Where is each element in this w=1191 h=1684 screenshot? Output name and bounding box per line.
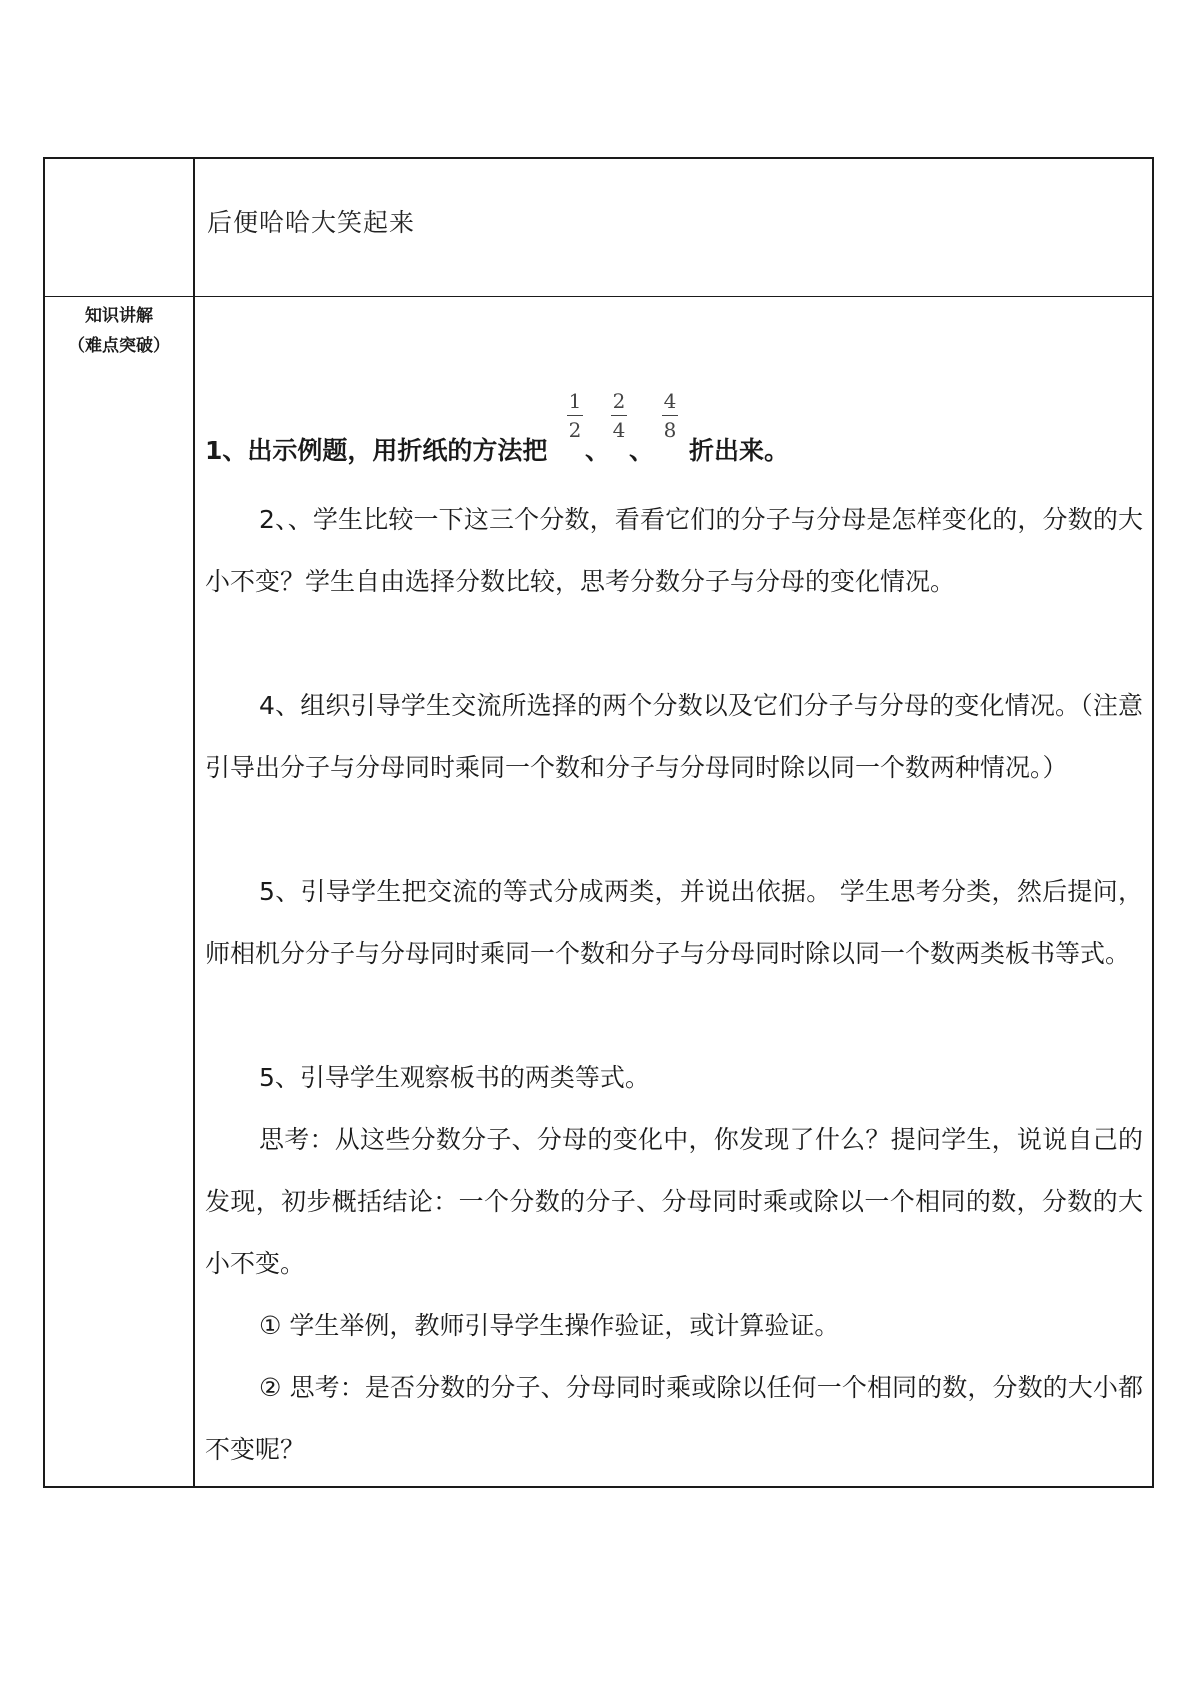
heading-separator: 、 xyxy=(585,436,611,465)
lesson-table xyxy=(43,157,1154,1488)
heading-separator: 、 xyxy=(629,436,655,465)
column-divider xyxy=(193,159,195,1486)
paragraph-question: ② 思考：是否分数的分子、分母同时乘或除以任何一个相同的数，分数的大小都不变呢？ xyxy=(205,1373,1143,1464)
top-cell-text: 后便哈哈大笑起来 xyxy=(207,208,416,237)
paragraph-observe: 5、引导学生观察板书的两类等式。 xyxy=(259,1063,650,1092)
heading-prefix: 1、出示例题，用折纸的方法把 xyxy=(205,436,548,465)
paragraph-classify: 5、引导学生把交流的等式分成两类，并说出依据。 学生思考分类，然后提问，师相机分分子与分母同时乘同一个数和分子与分母同时除以同一个数两类板书等式。 xyxy=(205,877,1143,968)
row-divider xyxy=(45,296,1152,297)
paragraph-compare: 2、、学生比较一下这三个分数，看看它们的分子与分母是怎样变化的，分数的大小不变？学生自由选择分数比较，思考分数分子与分母的变化情况。 xyxy=(205,505,1143,596)
fraction-1-2: 1 2 xyxy=(568,389,582,442)
fraction-4-8: 4 8 xyxy=(663,389,677,442)
paragraph-discuss: 4、组织引导学生交流所选择的两个分数以及它们分子与分母的变化情况。（注意引导出分子与分母同时乘同一个数和分子与分母同时除以同一个数两种情况。） xyxy=(205,691,1143,782)
section-label-subtitle: （难点突破） xyxy=(68,336,170,356)
example-heading xyxy=(205,389,1143,465)
heading-suffix: 折出来。 xyxy=(689,436,790,465)
fraction-2-4: 2 4 xyxy=(612,389,626,442)
paragraph-think: 思考：从这些分数分子、分母的变化中，你发现了什么？提问学生，说说自己的发现，初步概括结论：一个分数的分子、分母同时乘或除以一个相同的数，分数的大小不变。 xyxy=(205,1125,1143,1278)
section-label-title: 知识讲解 xyxy=(85,306,153,326)
paragraph-example: ① 学生举例，教师引导学生操作验证，或计算验证。 xyxy=(259,1311,840,1340)
